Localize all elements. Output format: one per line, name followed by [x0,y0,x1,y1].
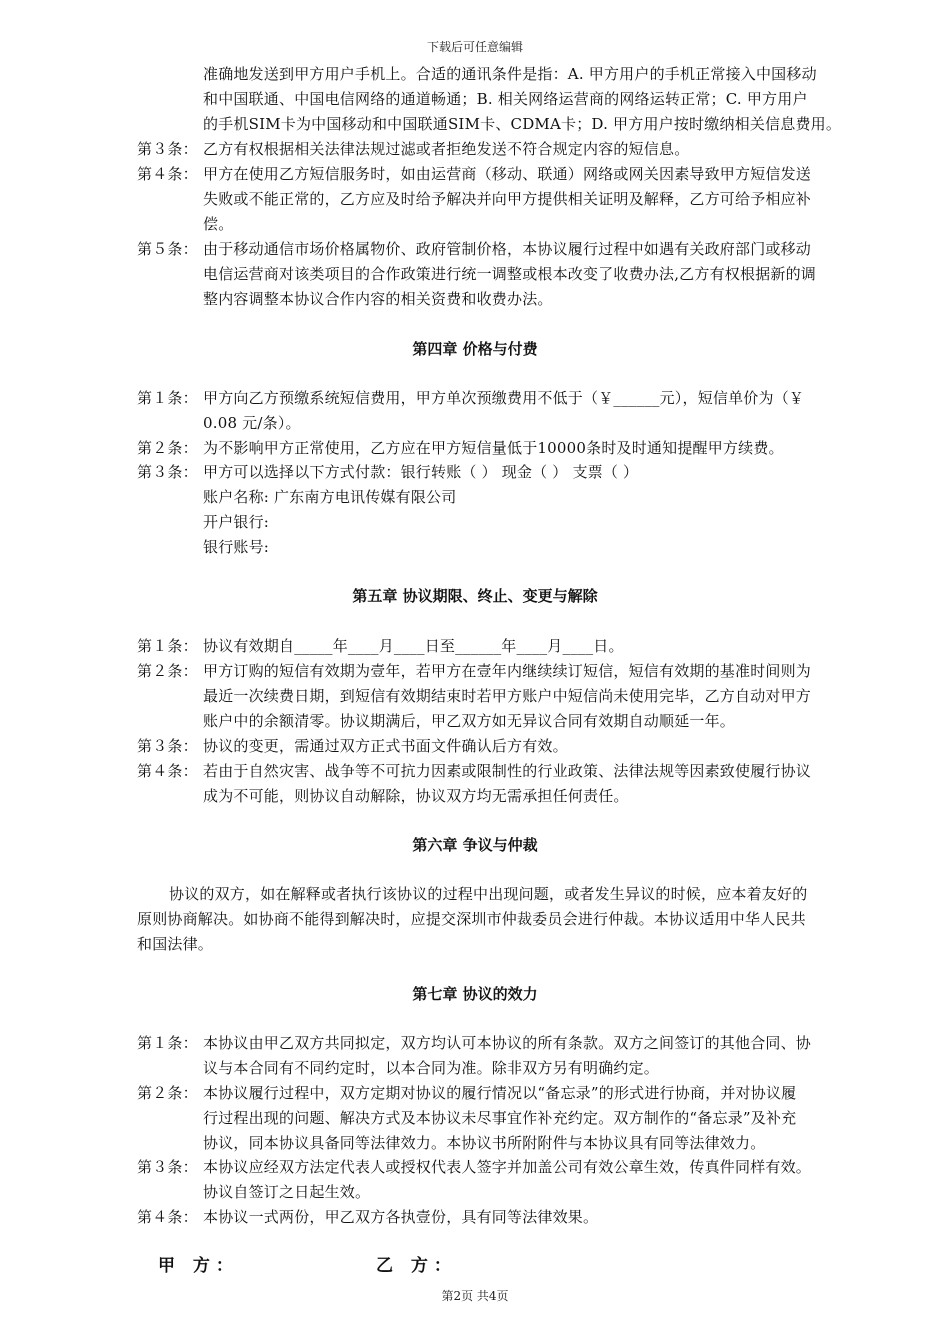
account-name: 账户名称: 广东南方电讯传媒有限公司 [203,488,457,506]
article-text: 甲方在使用乙方短信服务时，如由运营商（移动、联通）网络或网关因素导致甲方短信发送 [203,165,812,183]
article-text: 失败或不能正常的，乙方应及时给予解决并向甲方提供相关证明及解释，乙方可给予相应补 [203,190,812,208]
party-a-signature-label: 甲 方： [158,1256,239,1276]
article-label: 第２条： [137,439,198,457]
paragraph-line: 和国法律。 [137,935,214,953]
chapter-heading: 第四章 价格与付费 [412,340,538,358]
article-label: 第２条： [137,662,198,680]
article-text: 为不影响甲方正常使用，乙方应在甲方短信量低于10000条时及时通知提醒甲方续费。 [203,439,784,457]
chapter-heading: 第六章 争议与仲裁 [412,836,538,854]
paragraph-line: 和中国联通、中国电信网络的通道畅通；B. 相关网络运营商的网络运转正常；C. 甲方用户 [203,90,808,108]
article-label: 第１条： [137,389,198,407]
article-label: 第４条： [137,762,198,780]
chapter-heading: 第七章 协议的效力 [412,985,538,1003]
party-b-signature-label: 乙 方： [376,1256,457,1276]
article-label: 第３条： [137,737,198,755]
article-text: 成为不可能，则协议自动解除，协议双方均无需承担任何责任。 [203,787,629,805]
article-text: 甲方订购的短信有效期为壹年，若甲方在壹年内继续续订短信，短信有效期的基准时间则为 [203,662,812,680]
article-label: 第４条： [137,1208,198,1226]
article-text: 协议的变更，需通过双方正式书面文件确认后方有效。 [203,737,568,755]
article-text: 0.08 元/条）。 [203,414,301,432]
article-label: 第３条： [137,1158,198,1176]
article-text: 协议有效期自_____年____月____日至______年____月____日。 [203,637,624,655]
article-text: 由于移动通信市场价格属物价、政府管制价格，本协议履行过程中如遇有关政府部门或移动 [203,240,812,258]
page-header: 下载后可任意编辑 [426,40,523,54]
article-text: 本协议应经双方法定代表人或授权代表人签字并加盖公司有效公章生效，传真件同样有效。 [203,1158,812,1176]
bank-name: 开户银行: [203,513,270,531]
article-text: 电信运营商对该类项目的合作政策进行统一调整或根本改变了收费办法,乙方有权根据新的调 [203,265,816,283]
article-label: 第２条： [137,1084,198,1102]
article-text: 乙方有权根据相关法律法规过滤或者拒绝发送不符合规定内容的短信息。 [203,140,690,158]
article-label: 第３条： [137,140,198,158]
article-text: 议与本合同有不同约定时，以本合同为准。除非双方另有明确约定。 [203,1059,660,1077]
paragraph-line: 的手机SIM卡为中国移动和中国联通SIM卡、CDMA卡；D. 甲方用户按时缴纳相关信息费用。 [203,115,842,133]
article-text: 本协议履行过程中，双方定期对协议的履行情况以“备忘录”的形式进行协商，并对协议履 [203,1084,797,1102]
chapter-heading: 第五章 协议期限、终止、变更与解除 [352,587,598,605]
article-label: 第１条： [137,637,198,655]
article-text: 整内容调整本协议合作内容的相关资费和收费办法。 [203,290,553,308]
paragraph-line: 原则协商解决。如协商不能得到解决时，应提交深圳市仲裁委员会进行仲裁。本协议适用中华人民共 [137,910,806,928]
article-text: 甲方向乙方预缴系统短信费用，甲方单次预缴费用不低于（￥______元），短信单价为（￥ [203,389,805,407]
article-text: 偿。 [203,215,234,233]
article-text: 本协议一式两份，甲乙双方各执壹份，具有同等法律效果。 [203,1208,599,1226]
bank-account: 银行账号: [203,538,270,556]
article-text: 最近一次续费日期，到短信有效期结束时若甲方账户中短信尚未使用完毕，乙方自动对甲方 [203,687,812,705]
article-text: 协议，同本协议具备同等法律效力。本协议书所附附件与本协议具有同等法律效力。 [203,1134,766,1152]
article-text: 账户中的余额清零。协议期满后，甲乙双方如无异议合同有效期自动顺延一年。 [203,712,736,730]
article-label: 第３条： [137,463,198,481]
article-text: 行过程出现的问题、解决方式及本协议未尽事宜作补充约定。双方制作的“备忘录”及补充 [203,1109,797,1127]
page-footer: 第2页 共4页 [441,1289,509,1303]
article-label: 第４条： [137,165,198,183]
article-text: 若由于自然灾害、战争等不可抗力因素或限制性的行业政策、法律法规等因素致使履行协议 [203,762,812,780]
paragraph-line: 协议的双方，如在解释或者执行该协议的过程中出现问题，或者发生异议的时候，应本着友好的 [169,885,808,903]
paragraph-line: 准确地发送到甲方用户手机上。合适的通讯条件是指：A. 甲方用户的手机正常接入中国移动 [203,65,817,83]
article-text: 协议自签订之日起生效。 [203,1183,371,1201]
article-text: 本协议由甲乙双方共同拟定，双方均认可本协议的所有条款。双方之间签订的其他合同、协 [203,1034,812,1052]
article-label: 第５条： [137,240,198,258]
article-label: 第１条： [137,1034,198,1052]
article-text: 甲方可以选择以下方式付款：银行转账（ ） 现金（ ） 支票（ ） [203,463,639,481]
